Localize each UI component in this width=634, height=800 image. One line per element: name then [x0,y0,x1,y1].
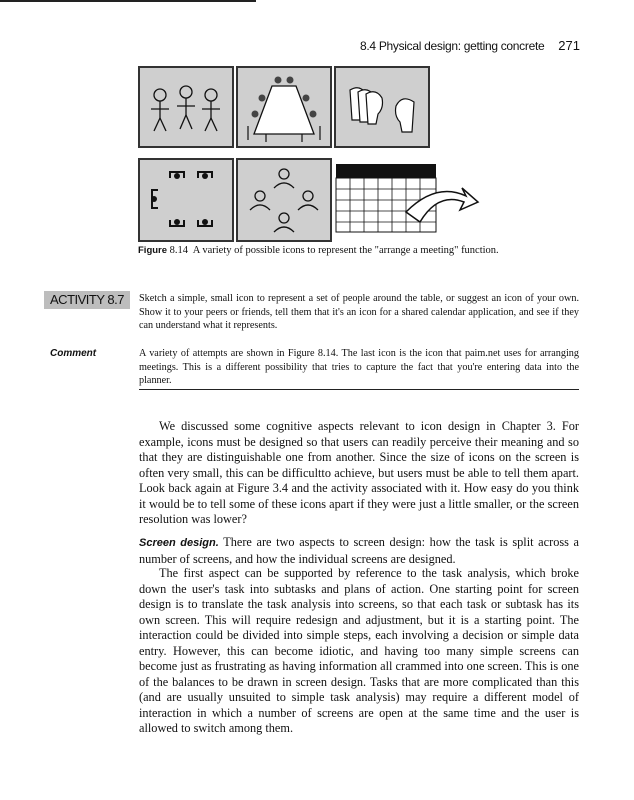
running-header [360,39,580,53]
body-paragraph-1: We discussed some cognitive aspects relevant to icon design in Chapter 3. For example, icons must be designed so that users can readily perceive their meaning and so that they are distinguishable one from another. Since the size of icons on the screen is often very small, this can be difficultto achieve, but users must be able to tell them apart. Look back again at Figure 3.4 and the activity associated with it. How easy do you think it would be to tell some of these icons apart if they were just a little smaller, or the screen resolution was lower? [139,419,579,526]
body-paragraph-3: The first aspect can be supported by reference to the task analysis, which broke down the user's task into subtasks and plans of action. One starting point for screen design is to translate the task analysis into screens, so that each task or subtask has its own screen. This will require redesign and adjustment, but it is a starting point. The interaction could be divided into simple steps, each involving a decision or simple data entry. However, this can become idiotic, and having too many simple screens can become just as frustrating as having information all crammed into one screen. This is one of the balances to be drawn in screen design. Tasks that are more complicated than this (and are usually unsuited to simple task analysis) may require a different model of interaction in which a number of screens are open at the same time and the user is allowed to switch among them. [139,566,579,735]
body-paragraph-2 [139,535,579,567]
body-paragraph-2-text: There are two aspects to screen design: how the task is split across a number of screens, and how the individual screens are designed. [139,535,579,566]
icon-calendar-arrow [334,162,482,244]
meeting-table-icon [238,68,330,146]
screen-design-heading: Screen design. [139,537,219,549]
chairs-icon [140,160,232,240]
icon-chairs [138,158,234,242]
activity-label: ACTIVITY 8.7 [44,291,130,309]
icon-heads-facing [334,66,430,148]
comment-text: A variety of attempts are shown in Figure 8.14. The last icon is the icon that paim.net uses for arranging meetings. This is a different possibility that tries to capture the fact that you're entering data into the planner. [139,348,579,387]
icon-stick-figures [138,66,234,148]
calendar-arrow-icon [334,162,482,244]
icon-meeting-table [236,66,332,148]
top-rule [0,0,256,2]
figure-number: 8.14 [169,245,189,256]
people-around-icon [238,160,330,240]
icon-people-around [236,158,332,242]
section-title: 8.4 Physical design: getting concrete [360,39,545,53]
stick-figures-icon [140,68,232,146]
heads-facing-icon [336,68,428,146]
figure-caption [138,245,499,256]
section-divider [139,389,579,390]
figure-label: Figure [138,245,168,256]
figure-caption-text: A variety of possible icons to represent the "arrange a meeting" function. [192,245,499,256]
activity-text: Sketch a simple, small icon to represent a set of people around the table, or suggest an icon of your own. Show it to your peers or friends, tell them that it's an icon for a shared calendar application, and see if they can understand what it represents. [139,293,579,332]
comment-label: Comment [50,348,97,359]
page-number: 271 [558,38,580,53]
